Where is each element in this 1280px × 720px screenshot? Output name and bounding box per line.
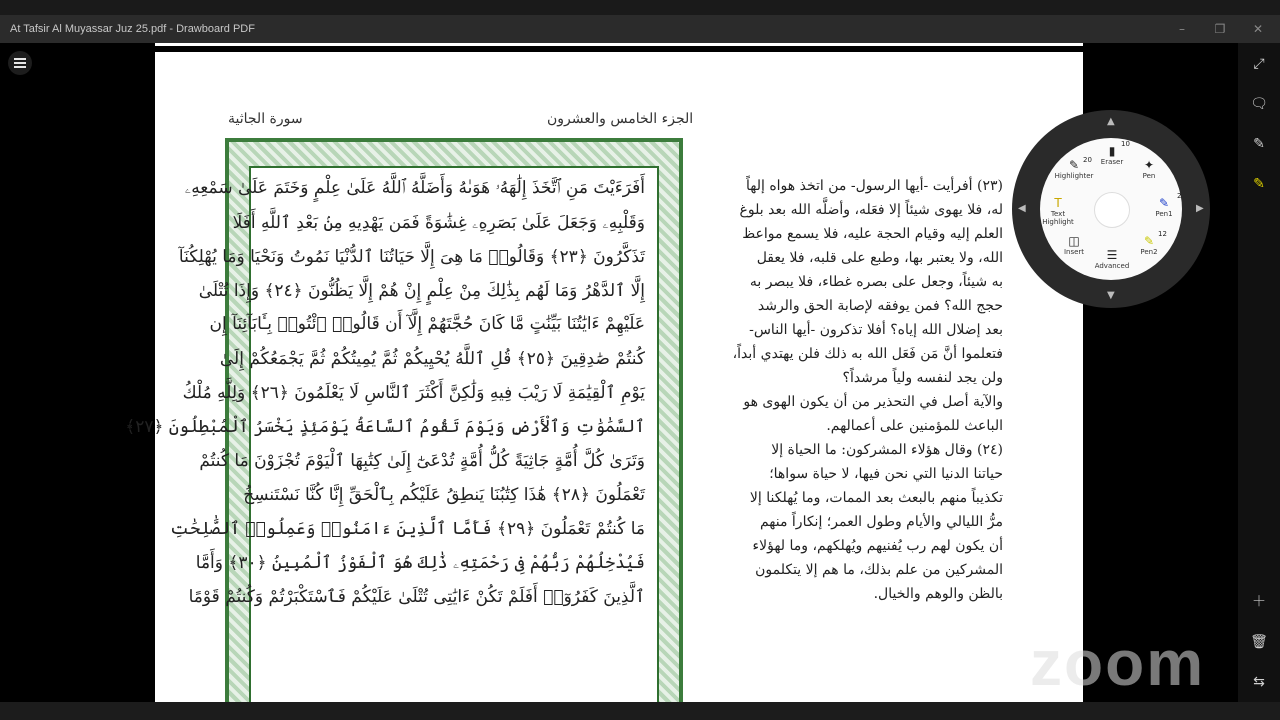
- highlighter-icon: ✎: [1068, 158, 1080, 172]
- pdf-page[interactable]: [125, 43, 1083, 702]
- zoom-watermark: zoom: [1030, 627, 1206, 699]
- tafsir-line: (٢٤) وقال هؤلاء المشركون: ما الحياة إلا: [771, 442, 1003, 458]
- tafsir-line: حياتنا الدنيا التي نحن فيها، لا حياة سواها؛: [769, 466, 1003, 482]
- tool-wheel[interactable]: [1012, 110, 1210, 308]
- pen-icon[interactable]: ✎: [1253, 136, 1265, 152]
- tafsir-line: والآية أصل في التحذير من أن يكون الهوى هو: [743, 394, 1003, 410]
- quran-line: تَعْمَلُونَ ﴿٢٨﴾ هَٰذَا كِتَٰبُنَا يَنطِقُ عَلَيْكُم بِٱلْحَقِّ إِنَّا كُنَّا نَسْتَنسِخُ: [243, 485, 645, 505]
- bottom-strip: [0, 702, 1280, 720]
- tafsir-line: الله، ولا يعتبر بها، وطبع على قلبه، فلا يعقل: [756, 250, 1003, 266]
- tafsir-line: به شيئاً، وجعل على بصره غطاء، فلا يبصر به: [749, 274, 1003, 290]
- settings-hex-icon[interactable]: [1094, 192, 1130, 228]
- title-bar: [0, 15, 1280, 43]
- tafsir-line: المشركين من علم بذلك، ما هم إلا يتكلمون: [755, 562, 1003, 578]
- quran-line: كُنتُمْ صَٰدِقِينَ ﴿٢٥﴾ قُلِ ٱللَّهُ يُحْيِيكُمْ ثُمَّ يُمِيتُكُمْ ثُمَّ يَجْمَعُكُمْ إِلَىٰ: [219, 349, 645, 369]
- tafsir-line: حجج الله؟ فمن يوفقه لإصابة الحق والرشد: [757, 298, 1003, 314]
- pen1-icon: ✎: [1158, 196, 1170, 210]
- menu-icon[interactable]: [8, 51, 32, 75]
- quran-line: ٱلسَّمَٰوَٰتِ وَٱلْأَرْضِ وَيَوْمَ تَقُومُ ٱلسَّاعَةُ يَوْمَئِذٍ يَخْسَرُ ٱلْمُبْطِلُونَ ﴿٢٧﴾: [125, 417, 645, 437]
- quran-line: ٱلَّذِينَ كَفَرُوٓا۟ أَفَلَمْ تَكُنْ ءَايَٰتِى تُتْلَىٰ عَلَيْكُمْ فَٱسْتَكْبَرْتُمْ وَكُنتُمْ قَوْمًا: [188, 587, 645, 607]
- quran-line: وَقَلْبِهِۦ وَجَعَلَ عَلَىٰ بَصَرِهِۦ غِشَٰوَةً فَمَن يَهْدِيهِ مِنۢ بَعْدِ ٱللَّهِ أَفَلَا: [232, 213, 645, 233]
- quran-text-box: [125, 166, 659, 712]
- maximize-icon[interactable]: ❐: [1214, 22, 1226, 36]
- eraser-icon: ▮: [1108, 144, 1116, 158]
- highlighter-tool[interactable]: ✎ Highlighter: [1054, 158, 1094, 180]
- quran-line: تَذَكَّرُونَ ﴿٢٣﴾ وَقَالُوا۟ مَا هِىَ إِلَّا حَيَاتُنَا ٱلدُّنْيَا نَمُوتُ وَنَحْيَا وَمَا يُهْلِكُنَآ: [178, 247, 645, 267]
- wheel-right-arrow-icon[interactable]: ▶: [1196, 203, 1204, 214]
- right-toolbar: [1238, 43, 1280, 702]
- quran-frame: [125, 138, 683, 716]
- tafsir-line: مرُّ الليالي والأيام وطول العمر؛ إنكاراً منهم: [759, 514, 1003, 530]
- wheel-down-arrow-icon[interactable]: ▼: [1107, 290, 1115, 301]
- tafsir-line: فتعلموا أنَّ مَن فَعَل الله به ذلك فلن يهتدي أبداً،: [732, 346, 1003, 362]
- pen-icon: ✦: [1143, 158, 1155, 172]
- quran-line: يَوْمِ ٱلْقِيَٰمَةِ لَا رَيْبَ فِيهِ وَلَٰكِنَّ أَكْثَرَ ٱلنَّاسِ لَا يَعْلَمُونَ ﴿٢٦﴾ وَلِلَّهِ مُلْكُ: [182, 383, 645, 403]
- page-header-juz: الجزء الخامس والعشرون: [547, 111, 694, 127]
- tafsir-line: تكذيباً منهم بالبعث بعد الممات، وما يُهلكنا إلا: [749, 490, 1003, 506]
- text-highlight-icon: T: [1054, 196, 1062, 210]
- eraser-tool[interactable]: ▮ Eraser: [1092, 144, 1132, 166]
- tafsir-line: (٢٣) أفرأيت -أيها الرسول- من اتخذ هواه إلهاً: [746, 178, 1003, 194]
- swap-icon[interactable]: ⇆: [1253, 674, 1265, 690]
- quran-line: أَفَرَءَيْتَ مَنِ ٱتَّخَذَ إِلَٰهَهُۥ هَوَىٰهُ وَأَضَلَّهُ ٱللَّهُ عَلَىٰ عِلْمٍ وَخَتَمَ عَلَىٰ سَمْعِهِۦ: [184, 178, 645, 198]
- delete-icon[interactable]: 🗑: [1250, 634, 1268, 650]
- screen-top-strip: [0, 0, 1280, 15]
- quran-line: مَا كُنتُمْ تَعْمَلُونَ ﴿٢٩﴾ فَأَمَّا ٱلَّذِينَ ءَامَنُوا۟ وَعَمِلُوا۟ ٱلصَّٰلِحَٰتِ: [170, 519, 645, 539]
- eraser-size: 10: [1121, 140, 1130, 148]
- tafsir-line: ولن يجد لنفسه ولياً مرشداً؟: [842, 370, 1003, 386]
- window-title: At Tafsir Al Muyassar Juz 25.pdf - Drawboard PDF: [10, 23, 255, 35]
- page-top-border: [155, 46, 1083, 52]
- pen2-tool[interactable]: ✎ Pen2: [1129, 234, 1169, 256]
- advanced-tool[interactable]: ☰ Advanced: [1092, 248, 1132, 270]
- pen2-size: 12: [1158, 230, 1167, 238]
- advanced-icon: ☰: [1106, 248, 1118, 262]
- pen2-icon: ✎: [1143, 234, 1155, 248]
- pen1-tool[interactable]: ✎ Pen1: [1144, 196, 1184, 218]
- text-highlight-tool[interactable]: T Text Highlight: [1038, 196, 1078, 226]
- minimize-icon[interactable]: –: [1179, 22, 1185, 36]
- quran-line: إِلَّا ٱلدَّهْرُ وَمَا لَهُم بِذَٰلِكَ مِنْ عِلْمٍ إِنْ هُمْ إِلَّا يَظُنُّونَ ﴿٢٤﴾ وَإِذَا تُتْلَىٰ: [198, 281, 645, 301]
- wheel-left-arrow-icon[interactable]: ◀: [1018, 203, 1026, 214]
- highlighter-size: 20: [1083, 156, 1092, 164]
- insert-tool[interactable]: ◫ Insert: [1054, 234, 1094, 256]
- page-header-surah: سورة الجاثية: [228, 111, 303, 127]
- wheel-up-arrow-icon[interactable]: ▲: [1107, 116, 1115, 127]
- quran-line: عَلَيْهِمْ ءَايَٰتُنَا بَيِّنَٰتٍ مَّا كَانَ حُجَّتَهُمْ إِلَّآ أَن قَالُوا۟ ٱئْتُوا۟ بِـَٔابَآئِنَآ إِن: [209, 314, 645, 334]
- select-icon[interactable]: ⤢: [1253, 56, 1265, 72]
- pen-tool[interactable]: ✦ Pen: [1129, 158, 1169, 180]
- quran-line: وَتَرَىٰ كُلَّ أُمَّةٍ جَاثِيَةً كُلُّ أُمَّةٍ تُدْعَىٰٓ إِلَىٰ كِتَٰبِهَا ٱلْيَوْمَ تُجْزَوْنَ مَا كُنتُمْ: [199, 451, 645, 471]
- tafsir-line: بالظن والوهم والخيال.: [873, 586, 1003, 602]
- tafsir-line: له، فلا يهوى شيئاً إلا فعَله، وأضلَّه الله بعد بلوغ: [739, 202, 1003, 218]
- tafsir-line: بعد إضلال الله إياه؟ أفلا تذكرون -أيها الناس-: [749, 322, 1003, 338]
- pen1-size: 2: [1177, 192, 1182, 200]
- close-icon[interactable]: ✕: [1252, 22, 1264, 36]
- insert-icon: ◫: [1068, 234, 1080, 248]
- tafsir-line: الباعث للمؤمنين على أعمالهم.: [826, 418, 1003, 434]
- quran-line: فَيُدْخِلُهُمْ رَبُّهُمْ فِى رَحْمَتِهِۦ ذَٰلِكَ هُوَ ٱلْفَوْزُ ٱلْمُبِينُ ﴿٣٠﴾ وَأَمَّا: [195, 553, 645, 573]
- tafsir-line: العلم إليه وقيام الحجة عليه، فلا يسمع مواعظ: [742, 226, 1003, 242]
- highlighter-icon[interactable]: ✎: [1253, 176, 1265, 192]
- tafsir-line: أن يكون لهم رب يُفنيهم ويُهلكهم، وما لهؤلاء: [752, 538, 1003, 554]
- comment-icon[interactable]: 🗨: [1250, 96, 1268, 112]
- add-icon[interactable]: ＋: [1252, 594, 1266, 610]
